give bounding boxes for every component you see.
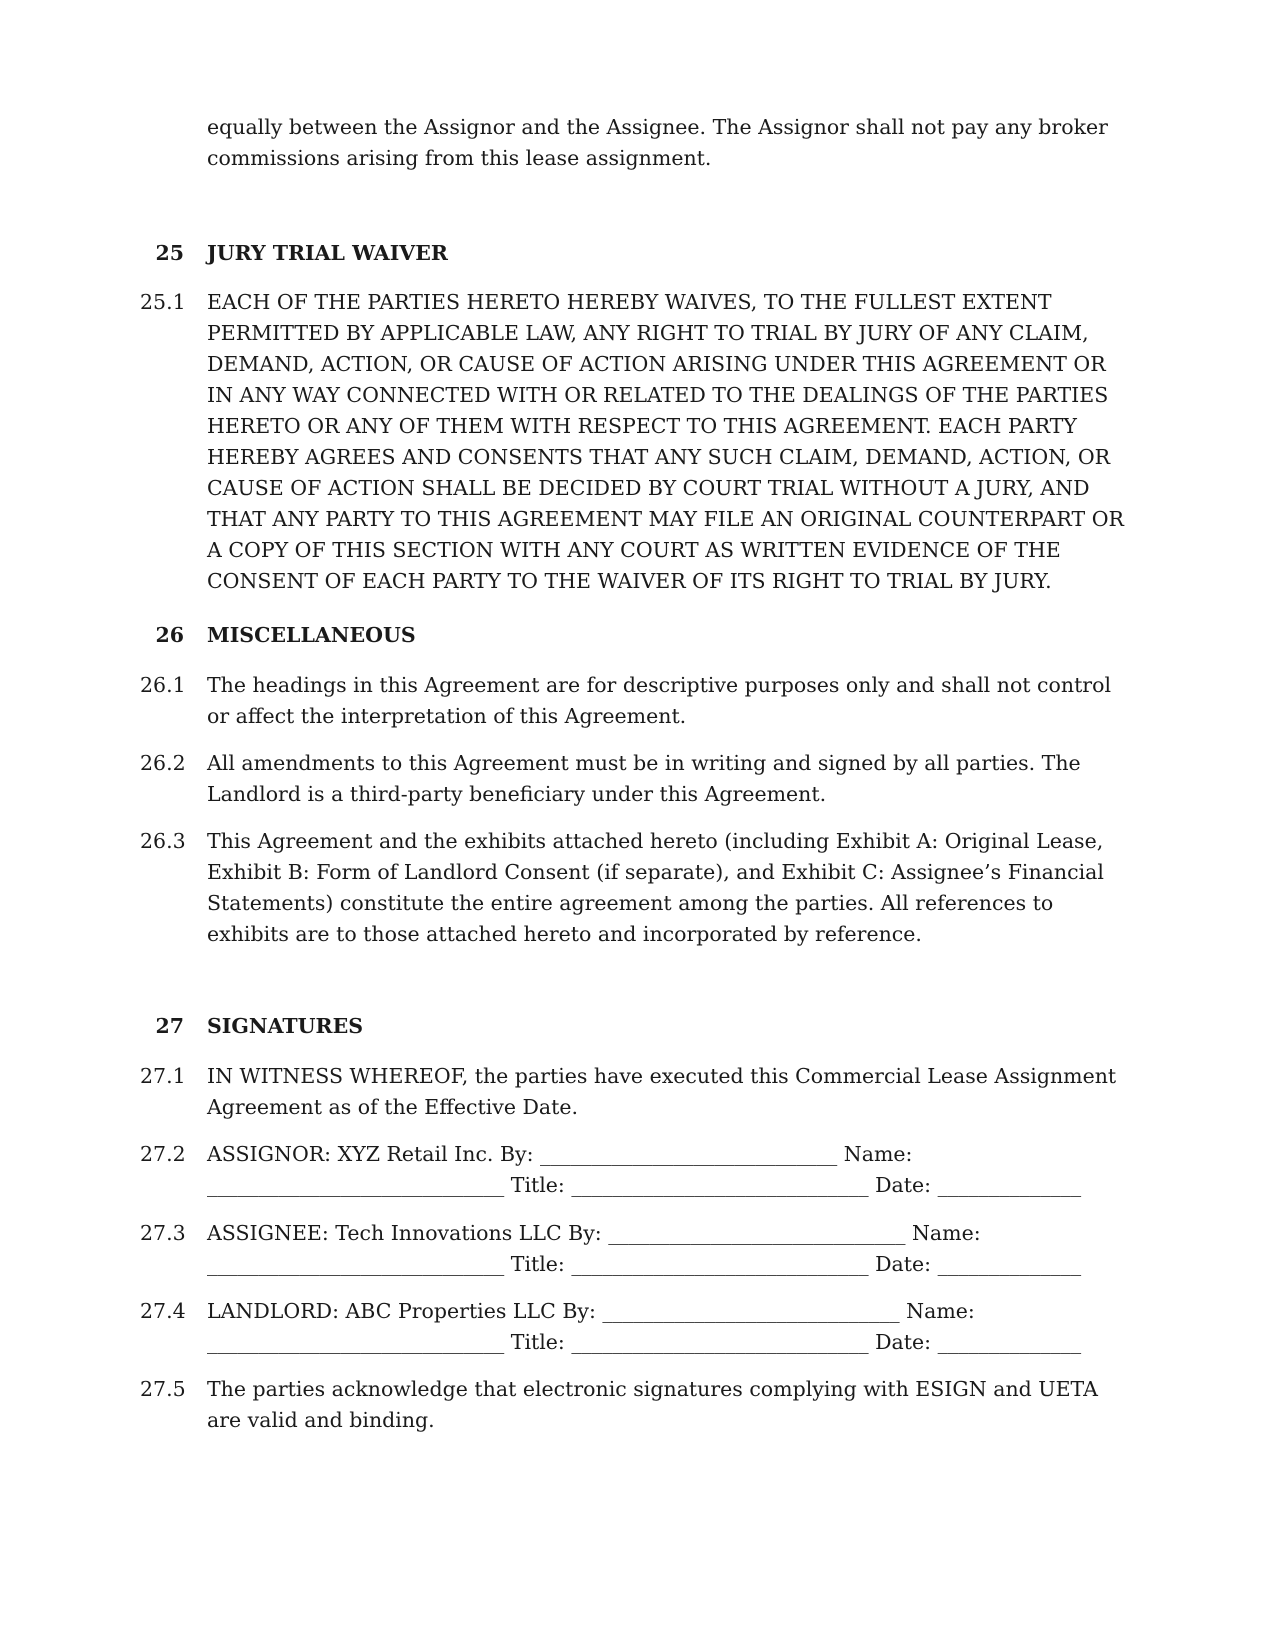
carry-over-paragraph: equally between the Assignor and the Assignee. The Assignor shall not pay any broker commissions arising from this lease assignment.	[207, 115, 1108, 170]
clause-number: 27.4	[140, 1299, 186, 1323]
clause-number: 26.2	[140, 751, 186, 775]
section-number: 25	[155, 241, 184, 265]
clause-text: IN WITNESS WHEREOF, the parties have executed this Commercial Lease Assignment Agreement as of the Effective Date.	[207, 1064, 1117, 1119]
signature-block-landlord: LANDLORD: ABC Properties LLC By: _____________________________ Name: _____________________________ Title: _____________________________ Date: ______________	[207, 1299, 1082, 1354]
section-heading: JURY TRIAL WAIVER	[207, 241, 448, 265]
section-number: 26	[155, 623, 184, 647]
signature-block-assignee: ASSIGNEE: Tech Innovations LLC By: _____________________________ Name: _____________________________ Title: _____________________________ Date: ______________	[207, 1221, 1082, 1276]
clause-text: EACH OF THE PARTIES HERETO HEREBY WAIVES, TO THE FULLEST EXTENT PERMITTED BY APPLICABLE LAW, ANY RIGHT TO TRIAL BY JURY OF ANY CLAIM, DEMAND, ACTION, OR CAUSE OF ACTION ARISING UNDER THIS AGREEMENT OR IN ANY WAY CONNECTED WITH OR RELATED TO THE DEALINGS OF THE PARTIES HERETO OR ANY OF THEM WITH RESPECT TO THIS AGREEMENT. EACH PARTY HEREBY AGREES AND CONSENTS THAT ANY SUCH CLAIM, DEMAND, ACTION, OR CAUSE OF ACTION SHALL BE DECIDED BY COURT TRIAL WITHOUT A JURY, AND THAT ANY PARTY TO THIS AGREEMENT MAY FILE AN ORIGINAL COUNTERPART OR A COPY OF THIS SECTION WITH ANY COURT AS WRITTEN EVIDENCE OF THE CONSENT OF EACH PARTY TO THE WAIVER OF ITS RIGHT TO TRIAL BY JURY.	[207, 290, 1124, 593]
clause-text: This Agreement and the exhibits attached hereto (including Exhibit A: Original Lease, Exhibit B: Form of Landlord Consent (if separate), and Exhibit C: Assignee’s Financial Statements) constitute the entire agreement among the parties. All references to exhibits are to those attached hereto and incorporated by reference.	[207, 829, 1104, 946]
signature-block-assignor: ASSIGNOR: XYZ Retail Inc. By: _____________________________ Name: _____________________________ Title: _____________________________ Date: ______________	[207, 1142, 1082, 1197]
section-heading: MISCELLANEOUS	[207, 623, 416, 647]
clause-number: 26.1	[140, 673, 186, 697]
clause-number: 27.1	[140, 1064, 186, 1088]
clause-number: 27.5	[140, 1377, 186, 1401]
clause-text: The headings in this Agreement are for descriptive purposes only and shall not control or affect the interpretation of this Agreement.	[207, 673, 1112, 728]
clause-text: The parties acknowledge that electronic signatures complying with ESIGN and UETA are valid and binding.	[207, 1377, 1098, 1432]
clause-number: 27.2	[140, 1142, 186, 1166]
clause-number: 25.1	[140, 290, 186, 314]
clause-number: 26.3	[140, 829, 186, 853]
section-number: 27	[155, 1014, 184, 1038]
clause-number: 27.3	[140, 1221, 186, 1245]
section-heading: SIGNATURES	[207, 1014, 364, 1038]
clause-text: All amendments to this Agreement must be in writing and signed by all parties. The Landlord is a third-party beneficiary under this Agreement.	[207, 751, 1081, 806]
